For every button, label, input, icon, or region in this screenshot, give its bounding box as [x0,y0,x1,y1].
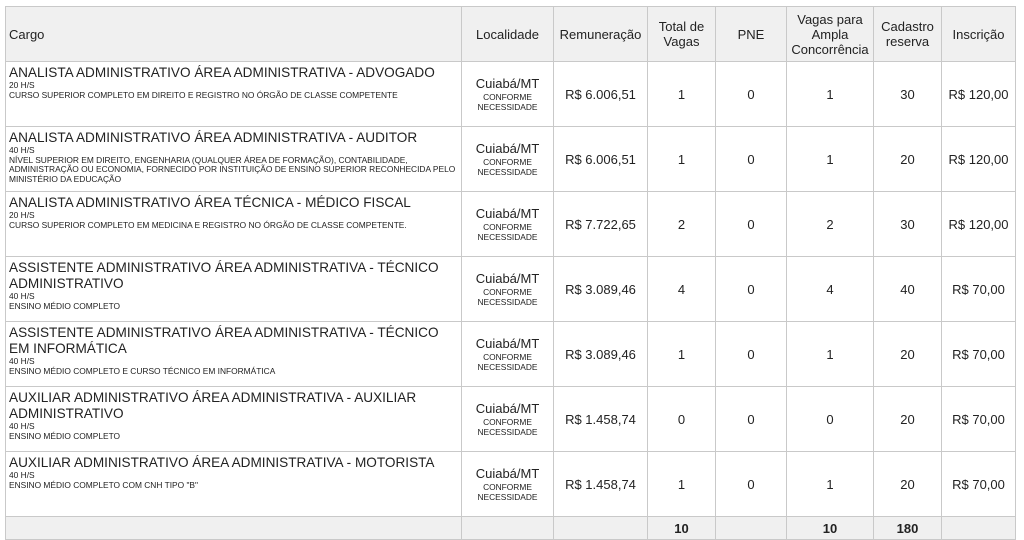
table-row [6,127,1016,192]
cargo-requirements: CURSO SUPERIOR COMPLETO EM MEDICINA E REGISTRO NO ÓRGÃO DE CLASSE COMPETENTE. [9,219,407,230]
city: Cuiabá/MT [475,206,540,221]
table-row [6,62,1016,127]
remuneracao-cell: R$ 3.089,46 [554,257,648,322]
ampla-cell: 0 [787,387,874,452]
conforme-necessidade: CONFORME NECESSIDADE [477,352,538,372]
cargo-title: AUXILIAR ADMINISTRATIVO ÁREA ADMINISTRATIVA - AUXILIAR ADMINISTRATIVO [9,390,417,421]
header-ampla: Vagas para Ampla Concorrência [787,7,874,62]
conforme-necessidade: CONFORME NECESSIDADE [477,92,538,112]
cargo-title: ANALISTA ADMINISTRATIVO ÁREA ADMINISTRATIVA - AUDITOR [9,130,418,145]
conforme-necessidade: CONFORME NECESSIDADE [477,157,538,177]
inscricao-cell: R$ 70,00 [942,322,1016,387]
totals-empty [554,517,648,540]
totals-cadastro: 180 [874,517,942,540]
remuneracao-cell: R$ 6.006,51 [554,127,648,192]
total-vagas-cell: 1 [648,452,716,517]
cargo-title: ANALISTA ADMINISTRATIVO ÁREA TÉCNICA - MÉDICO FISCAL [9,195,411,210]
header-localidade: Localidade [462,7,554,62]
ampla-cell: 4 [787,257,874,322]
cadastro-cell: 20 [874,387,942,452]
totals-total-vagas: 10 [648,517,716,540]
cargo-title: ANALISTA ADMINISTRATIVO ÁREA ADMINISTRATIVA - ADVOGADO [9,65,435,80]
header-inscricao: Inscrição [942,7,1016,62]
ampla-cell: 2 [787,192,874,257]
ampla-cell: 1 [787,127,874,192]
cadastro-cell: 20 [874,322,942,387]
localidade-cell [462,192,554,257]
localidade-cell [462,452,554,517]
total-vagas-cell: 1 [648,127,716,192]
cargo-requirements: ENSINO MÉDIO COMPLETO COM CNH TIPO "B" [9,479,198,490]
table-row [6,192,1016,257]
cargo-title: AUXILIAR ADMINISTRATIVO ÁREA ADMINISTRATIVA - MOTORISTA [9,455,435,470]
pne-cell: 0 [716,322,787,387]
cadastro-cell: 20 [874,452,942,517]
totals-empty [462,517,554,540]
cargo-cell [6,322,462,387]
city: Cuiabá/MT [475,401,540,416]
cargo-requirements: ENSINO MÉDIO COMPLETO E CURSO TÉCNICO EM INFORMÁTICA [9,365,276,376]
cargo-cell [6,127,462,192]
inscricao-cell: R$ 70,00 [942,452,1016,517]
total-vagas-cell: 1 [648,322,716,387]
totals-row [6,517,1016,540]
cargo-title: ASSISTENTE ADMINISTRATIVO ÁREA ADMINISTRATIVA - TÉCNICO EM INFORMÁTICA [9,325,439,356]
cargo-title: ASSISTENTE ADMINISTRATIVO ÁREA ADMINISTRATIVA - TÉCNICO ADMINISTRATIVO [9,260,439,291]
vacancy-table [5,6,1016,540]
conforme-necessidade: CONFORME NECESSIDADE [477,482,538,502]
table-row [6,257,1016,322]
conforme-necessidade: CONFORME NECESSIDADE [477,417,538,437]
vacancy-table-container [5,6,1016,540]
cargo-cell [6,452,462,517]
city: Cuiabá/MT [475,271,540,286]
cargo-hours: 40 H/S [9,356,35,366]
localidade-cell [462,387,554,452]
table-row [6,452,1016,517]
totals-empty [6,517,462,540]
remuneracao-cell: R$ 3.089,46 [554,322,648,387]
cargo-requirements: ENSINO MÉDIO COMPLETO [9,300,121,311]
pne-cell: 0 [716,127,787,192]
cargo-cell [6,387,462,452]
remuneracao-cell: R$ 1.458,74 [554,452,648,517]
ampla-cell: 1 [787,62,874,127]
header-row [6,7,1016,62]
remuneracao-cell: R$ 1.458,74 [554,387,648,452]
localidade-cell [462,257,554,322]
total-vagas-cell: 4 [648,257,716,322]
inscricao-cell: R$ 70,00 [942,257,1016,322]
conforme-necessidade: CONFORME NECESSIDADE [477,222,538,242]
cargo-requirements: NÍVEL SUPERIOR EM DIREITO, ENGENHARIA (QUALQUER ÁREA DE FORMAÇÃO), CONTABILIDADE, ADMINISTRAÇÃO OU ECONOMIA, FORNECIDO POR INSTITUIÇÃO DE ENSINO SUPERIOR RECONHECIDA PELO MINISTÉRIO DA EDUCAÇÃO [9,154,456,184]
cargo-requirements: ENSINO MÉDIO COMPLETO [9,430,121,441]
header-remuneracao: Remuneração [554,7,648,62]
remuneracao-cell: R$ 7.722,65 [554,192,648,257]
cargo-hours: 40 H/S [9,421,35,431]
total-vagas-cell: 0 [648,387,716,452]
header-total-vagas: Total de Vagas [648,7,716,62]
city: Cuiabá/MT [475,336,540,351]
cargo-hours: 20 H/S [9,80,35,90]
table-row [6,322,1016,387]
cargo-hours: 40 H/S [9,145,35,155]
cadastro-cell: 20 [874,127,942,192]
localidade-cell [462,127,554,192]
total-vagas-cell: 2 [648,192,716,257]
conforme-necessidade: CONFORME NECESSIDADE [477,287,538,307]
header-cargo: Cargo [6,7,462,62]
cargo-cell [6,62,462,127]
localidade-cell [462,62,554,127]
cadastro-cell: 30 [874,62,942,127]
cadastro-cell: 30 [874,192,942,257]
city: Cuiabá/MT [475,76,540,91]
pne-cell: 0 [716,192,787,257]
remuneracao-cell: R$ 6.006,51 [554,62,648,127]
city: Cuiabá/MT [475,466,540,481]
inscricao-cell: R$ 120,00 [942,127,1016,192]
pne-cell: 0 [716,62,787,127]
cargo-cell [6,192,462,257]
inscricao-cell: R$ 120,00 [942,62,1016,127]
city: Cuiabá/MT [475,141,540,156]
totals-empty [716,517,787,540]
inscricao-cell: R$ 120,00 [942,192,1016,257]
pne-cell: 0 [716,387,787,452]
cadastro-cell: 40 [874,257,942,322]
totals-empty [942,517,1016,540]
totals-ampla: 10 [787,517,874,540]
cargo-hours: 20 H/S [9,210,35,220]
ampla-cell: 1 [787,322,874,387]
cargo-hours: 40 H/S [9,470,35,480]
table-row [6,387,1016,452]
cargo-cell [6,257,462,322]
pne-cell: 0 [716,452,787,517]
inscricao-cell: R$ 70,00 [942,387,1016,452]
cargo-requirements: CURSO SUPERIOR COMPLETO EM DIREITO E REGISTRO NO ÓRGÃO DE CLASSE COMPETENTE [9,89,398,100]
localidade-cell [462,322,554,387]
header-pne: PNE [716,7,787,62]
cargo-hours: 40 H/S [9,291,35,301]
ampla-cell: 1 [787,452,874,517]
header-cadastro: Cadastro reserva [874,7,942,62]
total-vagas-cell: 1 [648,62,716,127]
pne-cell: 0 [716,257,787,322]
